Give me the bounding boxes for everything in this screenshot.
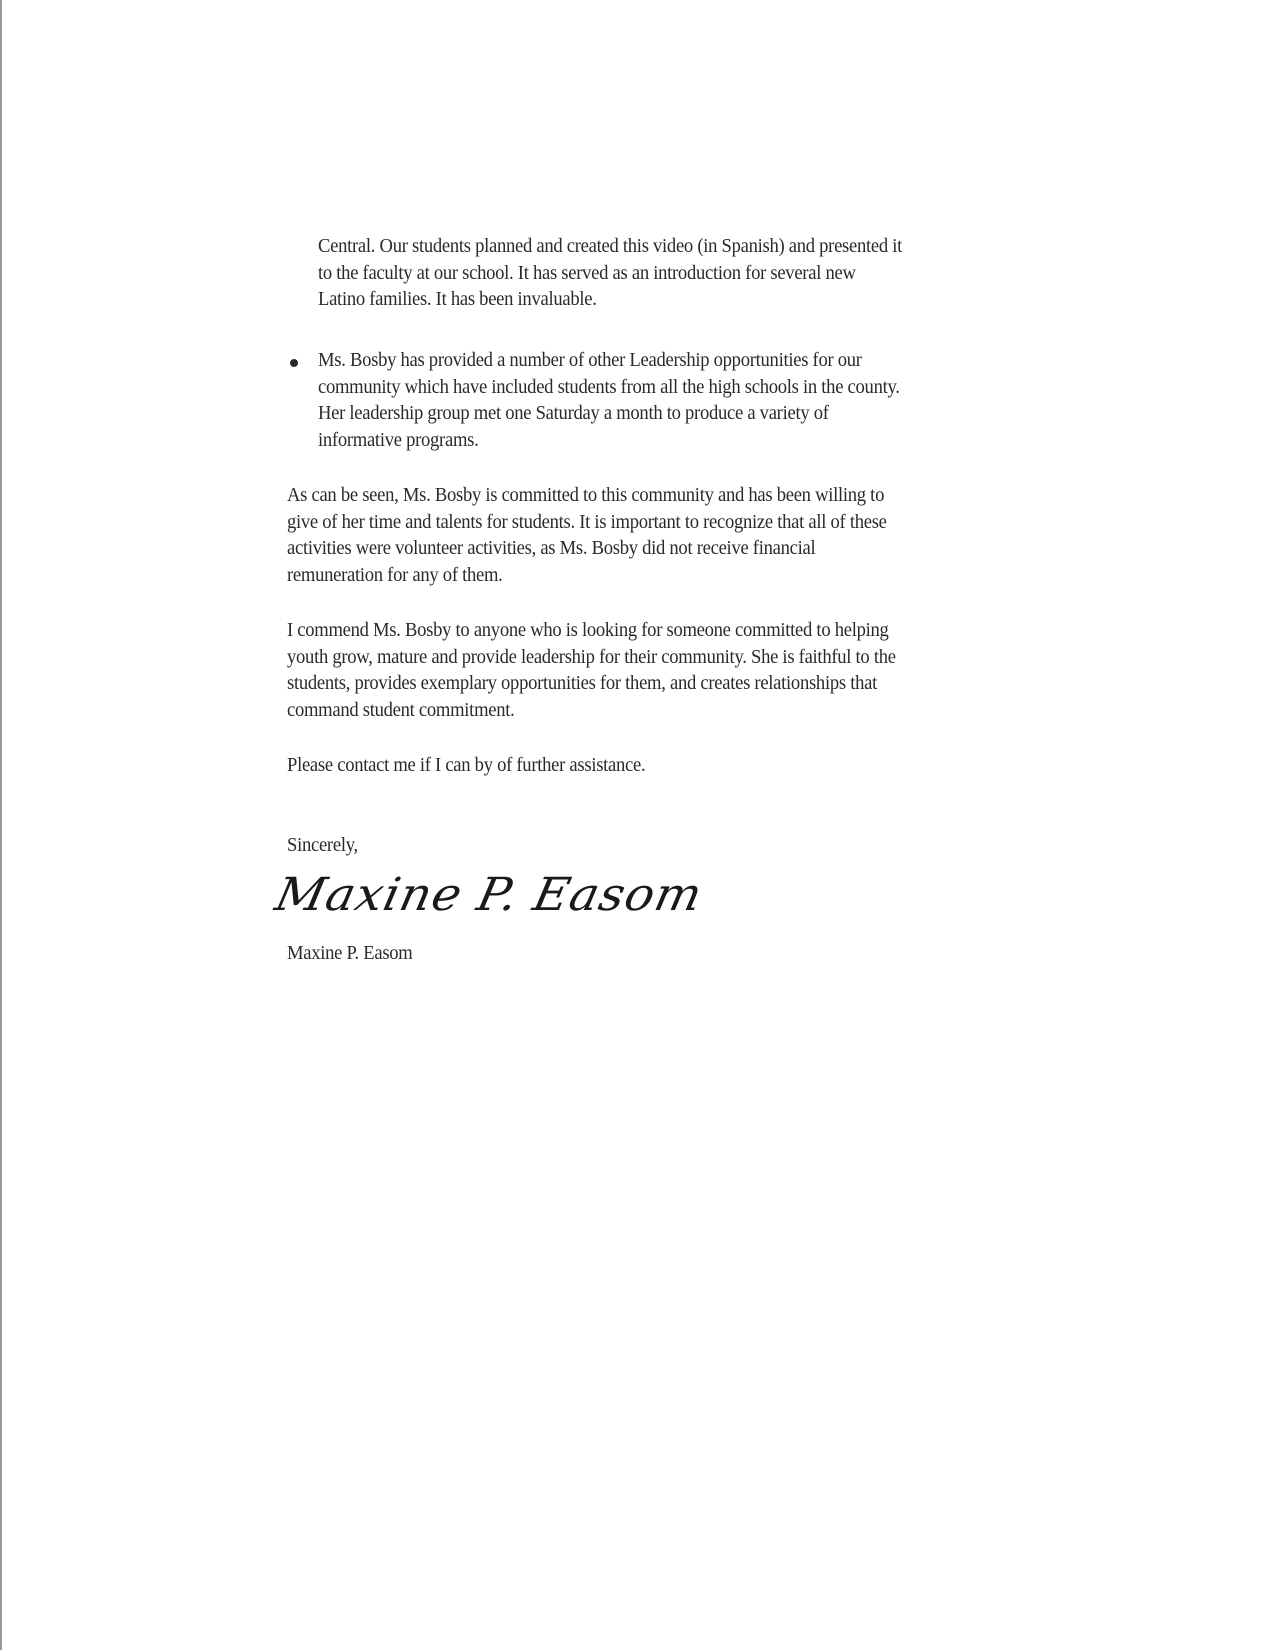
closing-text: Sincerely, bbox=[287, 834, 358, 856]
paragraph-commendation bbox=[287, 617, 896, 723]
text-line: Her leadership group met one Saturday a month to produce a variety of bbox=[318, 402, 829, 424]
text-line: activities were volunteer activities, as Ms. Bosby did not receive financial bbox=[287, 537, 816, 559]
contact-line: Please contact me if I can by of further assistance. bbox=[287, 754, 646, 776]
bullet-2-text bbox=[318, 347, 913, 453]
text-line: remuneration for any of them. bbox=[287, 563, 503, 586]
text-line: community which have included students from all the high schools in the county. bbox=[318, 375, 900, 398]
handwritten-signature: Maxine P. Easom bbox=[270, 868, 708, 922]
text-line: to the faculty at our school. It has served as an introduction for several new bbox=[318, 261, 856, 284]
text-line: students, provides exemplary opportunities for them, and creates relationships that bbox=[287, 672, 877, 694]
text-line: Latino families. It has been invaluable. bbox=[318, 288, 597, 310]
signer-name: Maxine P. Easom bbox=[287, 942, 413, 964]
paragraph-contact bbox=[287, 752, 882, 779]
text-line: Ms. Bosby has provided a number of other Leadership opportunities for our bbox=[318, 349, 862, 371]
text-line: I commend Ms. Bosby to anyone who is looking for someone committed to helping bbox=[287, 619, 889, 641]
text-line: Central. Our students planned and created this video (in Spanish) and presented it bbox=[318, 235, 903, 257]
text-line: give of her time and talents for students. It is important to recognize that all of these bbox=[287, 510, 887, 533]
bullet-icon bbox=[290, 359, 298, 367]
continued-bullet-text bbox=[318, 233, 913, 313]
closing bbox=[287, 832, 882, 859]
paragraph-commitment bbox=[287, 482, 887, 588]
text-line: informative programs. bbox=[318, 428, 479, 451]
text-line: command student commitment. bbox=[287, 698, 515, 721]
page-left-edge bbox=[0, 0, 2, 1650]
text-line: youth grow, mature and provide leadership for their community. She is faithful to the bbox=[287, 645, 896, 668]
text-line: As can be seen, Ms. Bosby is committed to this community and has been willing to bbox=[287, 484, 885, 506]
signer-name-block bbox=[287, 940, 882, 967]
